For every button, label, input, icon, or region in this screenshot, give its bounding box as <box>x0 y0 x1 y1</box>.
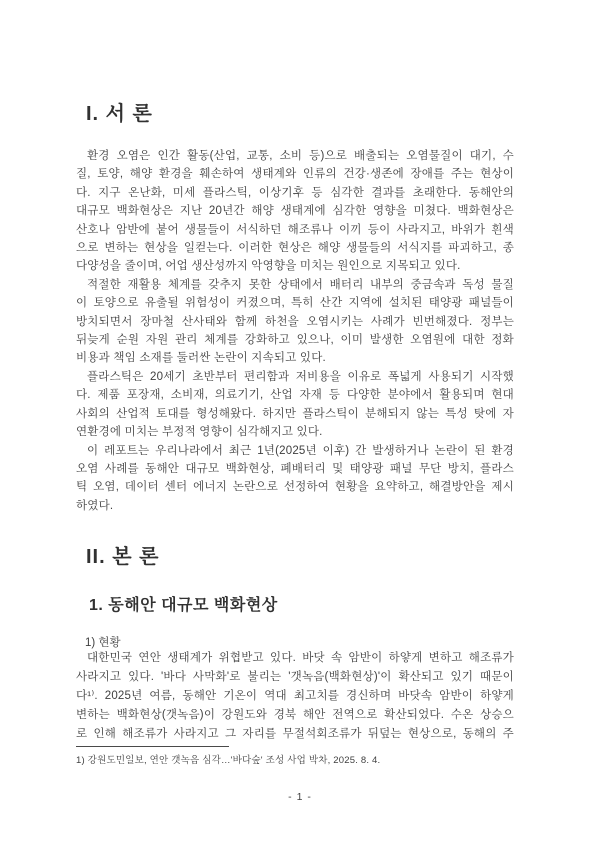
text-line: 사라지고 있다. '바다 사막화'로 불리는 '갯녹음(백화현상)'이 확산되고 있기 때문이 <box>76 671 514 683</box>
subheading-status: 1) 현황 <box>85 637 121 649</box>
text-line: 산호나 암반에 붙어 생물들이 서식하던 해조류나 이끼 등이 사라지고, 바위가 흰색 <box>76 223 514 236</box>
text-line: 다. 지구 온난화, 미세 플라스틱, 이상기후 등 심각한 결과를 초래한다. 동해안의 <box>76 186 514 199</box>
text-line: 연환경에 미치는 부정적 영향이 심각해지고 있다. <box>76 426 323 439</box>
text-line: 환경 오염은 인간 활동(산업, 교통, 소비 등)으로 배출되는 오염물질이 대기, 수 <box>87 150 514 162</box>
text-line: 플라스틱은 20세기 초반부터 편리함과 저비용을 이유로 폭넓게 사용되기 시작했 <box>87 370 514 383</box>
text-line: 로 인해 해조류가 사라지고 그 자리를 무절석회조류가 뒤덮는 현상으로, 동해의 주 <box>76 728 514 740</box>
text-line: 비용과 책임 소재를 둘러싼 논란이 지속되고 있다. <box>76 352 326 365</box>
section1-paragraphs <box>76 649 514 744</box>
text-line: 사회의 산업적 토대를 형성해왔다. 하지만 플라스틱이 분해되지 않는 특성 탓에 자 <box>76 407 514 420</box>
text-line: 대규모 백화현상은 지난 20년간 해양 생태계에 심각한 영향을 미쳤다. 백화현상은 <box>76 205 514 218</box>
text-line: 오염 사례를 동해안 대규모 백화현상, 폐배터리 및 태양광 패널 무단 방치, 플라스 <box>76 462 514 475</box>
text-line: 틱 오염, 데이터 센터 에너지 논란으로 선정하여 현황을 요약하고, 해결방안을 제시 <box>76 481 514 494</box>
footnote-citation: 1) 강원도민일보, 연안 갯녹음 심각…'바다숲' 조성 사업 박차, 2025. 8. 4. <box>76 755 381 766</box>
text-line: 적절한 재활용 체계를 갖추지 못한 상태에서 배터리 내부의 중금속과 독성 물질 <box>87 278 514 291</box>
heading-section-1: 1. 동해안 대규모 백화현상 <box>89 597 278 614</box>
page-number: - 1 - <box>288 791 312 803</box>
text-line: 다양성을 줄이며, 어업 생산성까지 악영향을 미치는 원인으로 지목되고 있다. <box>76 260 461 273</box>
text-line: 방치되면서 장마철 산사태와 함께 하천을 오염시키는 사례가 빈번해졌다. 정부는 <box>76 315 514 328</box>
text-line: 다. 제품 포장재, 소비재, 의료기기, 산업 자재 등 다양한 분야에서 활용되며 현대 <box>76 389 514 402</box>
intro-paragraphs <box>76 147 514 515</box>
text-line: 다¹⁾. 2025년 여름, 동해안 기온이 역대 최고치를 경신하며 바닷속 암반이 하얗게 <box>76 690 514 702</box>
text-line: 이 토양으로 유출될 위험성이 커졌으며, 특히 산간 지역에 설치된 태양광 패널들이 <box>76 297 514 310</box>
footnote-separator <box>76 746 229 747</box>
text-line: 으로 변하는 현상을 일컫는다. 이러한 현상은 해양 생물들의 서식지를 파괴하고, 종 <box>76 242 514 255</box>
text-line: 이 레포트는 우리나라에서 최근 1년(2025년 이후) 간 발생하거나 논란이 된 환경 <box>87 444 514 457</box>
text-line: 뒤늦게 순원 자원 관리 체계를 강화하고 있으나, 이미 발생한 오염원에 대한 정화 <box>76 334 514 347</box>
heading-intro: I. 서 론 <box>86 103 153 125</box>
text-line: 질, 토양, 해양 환경을 훼손하여 생태계와 인류의 건강·생존에 장애를 주는 현상이 <box>76 168 514 181</box>
heading-main-body: II. 본 론 <box>86 546 160 568</box>
text-line: 대한민국 연안 생태계가 위협받고 있다. 바닷 속 암반이 하얗게 변하고 해조류가 <box>87 652 514 664</box>
text-line: 변하는 백화현상(갯녹음)이 강원도와 경북 해안 전역으로 확산되었다. 수온 상승으 <box>76 709 514 721</box>
text-line: 하였다. <box>76 499 114 512</box>
